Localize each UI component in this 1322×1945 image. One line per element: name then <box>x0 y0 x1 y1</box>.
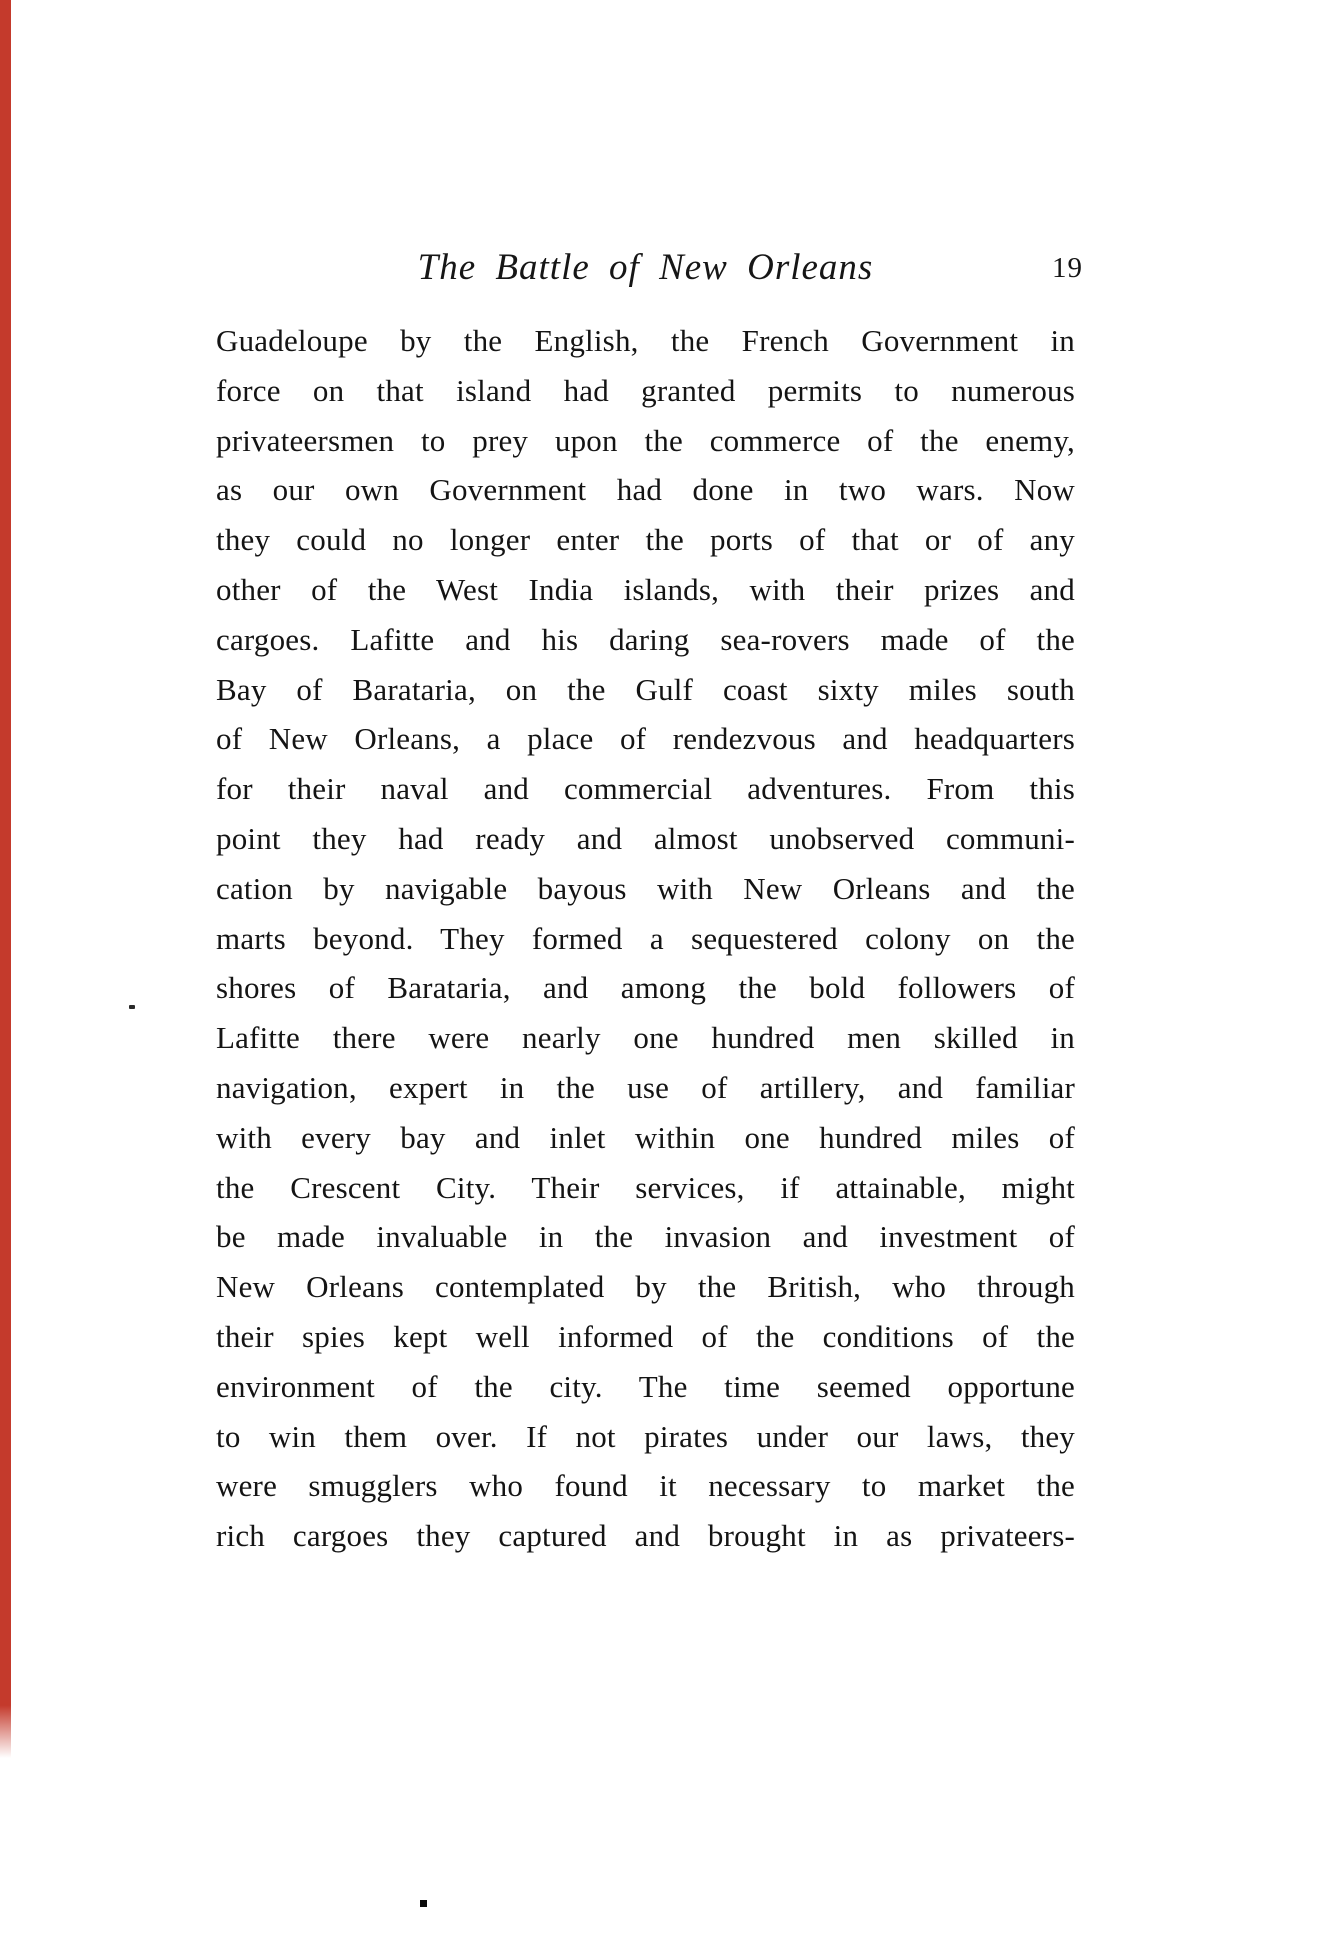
body-line: force on that island had granted permits to numerous <box>216 372 1075 408</box>
margin-speck-artifact <box>129 1005 135 1009</box>
body-line: navigation, expert in the use of artillery, and familiar <box>216 1069 1075 1105</box>
body-line: point they had ready and almost unobserved communi- <box>216 820 1075 856</box>
body-line: to win them over. If not pirates under our laws, they <box>216 1418 1075 1454</box>
body-line: New Orleans contemplated by the British, who through <box>216 1269 1075 1305</box>
body-line: their spies kept well informed of the conditions of the <box>216 1318 1075 1354</box>
bottom-dot-artifact <box>420 1900 427 1907</box>
body-line: other of the West India islands, with their prizes and <box>216 571 1075 607</box>
body-line: for their naval and commercial adventures. From this <box>216 771 1075 807</box>
body-line: they could no longer enter the ports of that or of any <box>216 522 1075 558</box>
body-line: of New Orleans, a place of rendezvous and headquarters <box>216 721 1075 757</box>
body-line: marts beyond. They formed a sequestered colony on the <box>216 920 1075 956</box>
body-line: privateersmen to prey upon the commerce of the enemy, <box>216 422 1075 458</box>
body-line: Bay of Barataria, on the Gulf coast sixty miles south <box>216 671 1075 707</box>
running-head <box>216 246 1083 298</box>
body-line: Lafitte there were nearly one hundred men skilled in <box>216 1020 1075 1056</box>
body-line: be made invaluable in the invasion and investment of <box>216 1219 1075 1255</box>
body-line: environment of the city. The time seemed opportune <box>216 1368 1075 1404</box>
body-line: the Crescent City. Their services, if attainable, might <box>216 1169 1075 1205</box>
body-line: were smugglers who found it necessary to market the <box>216 1468 1075 1504</box>
body-line: Guadeloupe by the English, the French Government in <box>216 323 1075 358</box>
page-number: 19 <box>1052 252 1083 284</box>
body-line: with every bay and inlet within one hundred miles of <box>216 1119 1075 1155</box>
body-line: rich cargoes they captured and brought in as privateers- <box>216 1518 1075 1554</box>
body-line: cation by navigable bayous with New Orleans and the <box>216 870 1075 906</box>
page-title: The Battle of New Orleans <box>417 247 874 288</box>
red-binding-edge <box>0 0 11 1758</box>
body-line: cargoes. Lafitte and his daring sea-rovers made of the <box>216 621 1075 657</box>
body-line: shores of Barataria, and among the bold followers of <box>216 970 1075 1006</box>
body-line: as our own Government had done in two wars. Now <box>216 472 1075 508</box>
paragraph-block <box>216 316 1075 1561</box>
